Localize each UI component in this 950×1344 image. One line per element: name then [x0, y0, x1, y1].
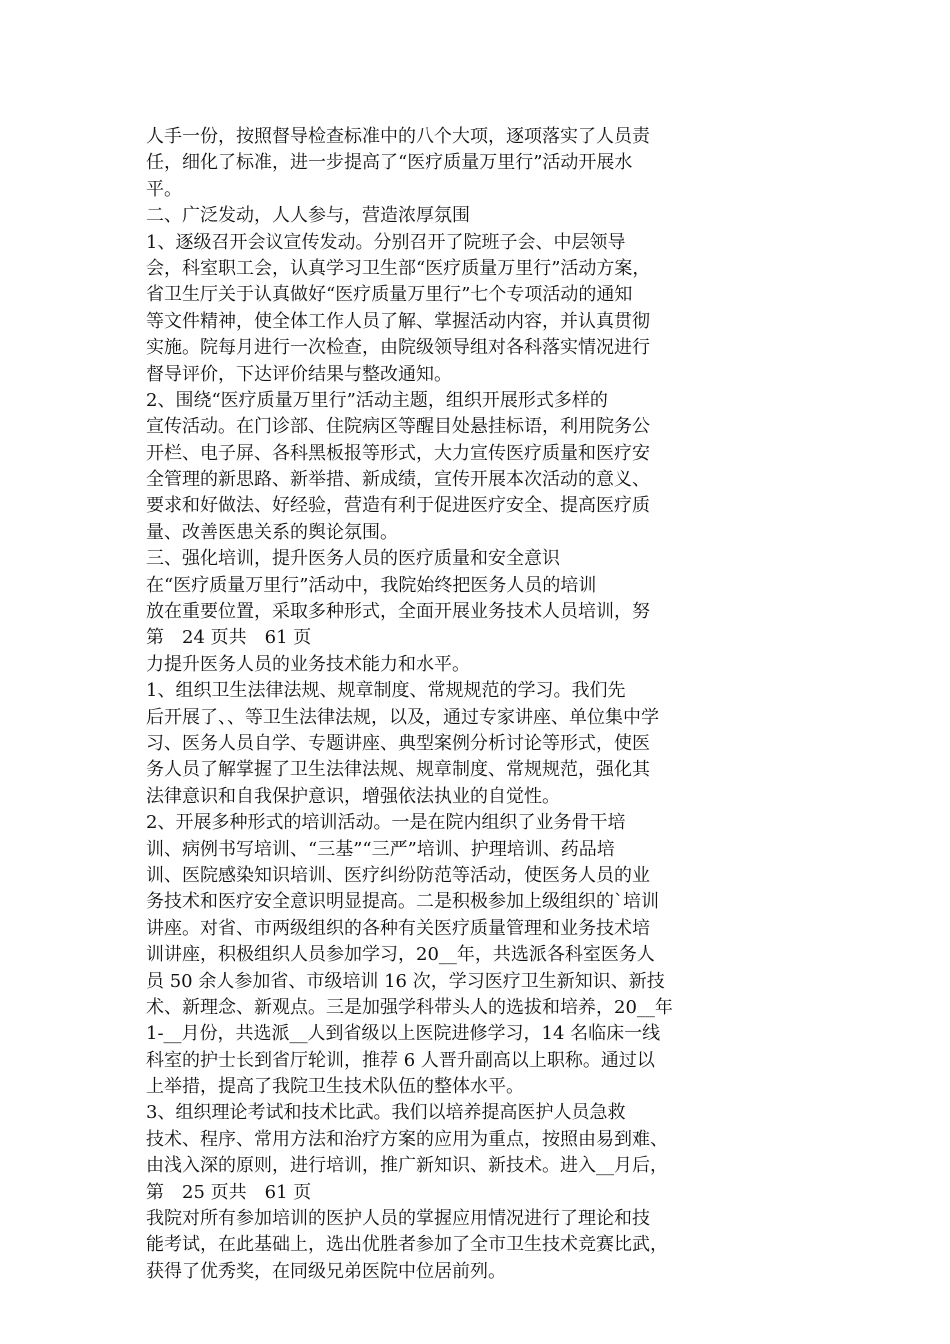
text-line: 务人员了解掌握了卫生法律法规、规章制度、常规规范，强化其: [146, 759, 650, 781]
text-line: 会，科室职工会，认真学习卫生部“医疗质量万里行”活动方案，: [146, 257, 651, 279]
text-line: 1、组织卫生法律法规、规章制度、常规规范的学习。我们先: [146, 680, 626, 702]
text-line: 习、医务人员自学、专题讲座、典型案例分析讨论等形式，使医: [146, 732, 650, 754]
text-line: 宣传活动。在门诊部、住院病区等醒目处悬挂标语，利用院务公: [146, 416, 650, 438]
text-line: 要求和好做法、好经验，营造有利于促进医疗安全、提高医疗质: [146, 495, 650, 517]
text-line: 全管理的新思路、新举措、新成绩，宣传开展本次活动的意义、: [146, 469, 650, 491]
text-line: 放在重要位置，采取多种形式，全面开展业务技术人员培训，努: [146, 601, 650, 623]
text-line: 后开展了、、等卫生法律法规，以及，通过专家讲座、单位集中学: [146, 706, 659, 728]
page-footer: 第 25 页共 61 页: [146, 1181, 312, 1203]
text-line: 等文件精神，使全体工作人员了解、掌握活动内容，并认真贯彻: [146, 310, 650, 332]
text-line: 我院对所有参加培训的医护人员的掌握应用情况进行了理论和技: [146, 1208, 650, 1230]
text-line: 省卫生厅关于认真做好“医疗质量万里行”七个专项活动的通知: [146, 284, 633, 306]
text-line: 能考试，在此基础上，选出优胜者参加了全市卫生技术竞赛比武，: [146, 1234, 668, 1256]
text-line: 在“医疗质量万里行”活动中，我院始终把医务人员的培训: [146, 574, 597, 596]
text-line: 2、开展多种形式的培训活动。一是在院内组织了业务骨干培: [146, 812, 626, 834]
page-footer: 第 24 页共 61 页: [146, 627, 312, 649]
text-line: 由浅入深的原则，进行培训，推广新知识、新技术。进入__月后，: [146, 1155, 668, 1177]
text-line: 获得了优秀奖，在同级兄弟医院中位居前列。: [146, 1260, 506, 1282]
text-line: 讲座。对省、市两级组织的各种有关医疗质量管理和业务技术培: [146, 917, 650, 939]
section-heading: 二、广泛发动，人人参与，营造浓厚氛围: [146, 205, 470, 227]
text-line: 实施。院每月进行一次检查，由院级领导组对各科落实情况进行: [146, 337, 650, 359]
section-heading: 三、强化培训，提升医务人员的医疗质量和安全意识: [146, 548, 560, 570]
text-line: 人手一份，按照督导检查标准中的八个大项，逐项落实了人员责: [146, 126, 650, 147]
text-line: 1-__月份，共选派__人到省级以上医院进修学习，14 名临床一线: [146, 1023, 661, 1045]
text-line: 务技术和医疗安全意识明显提高。二是积极参加上级组织的`培训: [146, 891, 659, 913]
text-line: 督导评价，下达评价结果与整改通知。: [146, 363, 452, 385]
text-line: 1、逐级召开会议宣传发动。分别召开了院班子会、中层领导: [146, 231, 626, 253]
text-line: 平。: [146, 178, 182, 200]
text-line: 训、医院感染知识培训、医疗纠纷防范等活动，使医务人员的业: [146, 864, 650, 886]
text-line: 2、围绕“医疗质量万里行”活动主题，组织开展形式多样的: [146, 389, 608, 411]
text-line: 员 50 余人参加省、市级培训 16 次，学习医疗卫生新知识、新技: [146, 970, 665, 992]
text-line: 技术、程序、常用方法和治疗方案的应用为重点，按照由易到难、: [146, 1128, 668, 1150]
text-line: 任，细化了标准，进一步提高了“医疗质量万里行”活动开展水: [146, 152, 633, 174]
text-line: 科室的护士长到省厅轮训，推荐 6 人晋升副高以上职称。通过以: [146, 1049, 655, 1071]
text-line: 开栏、电子屏、各科黑板报等形式，大力宣传医疗质量和医疗安: [146, 442, 650, 464]
text-line: 上举措，提高了我院卫生技术队伍的整体水平。: [146, 1076, 524, 1098]
text-line: 术、新理念、新观点。三是加强学科带头人的选拔和培养，20__年: [146, 996, 673, 1018]
text-line: 训、病例书写培训、“三基”“三严”培训、护理培训、药品培: [146, 838, 615, 860]
text-line: 力提升医务人员的业务技术能力和水平。: [146, 653, 470, 675]
text-line: 法律意识和自我保护意识，增强依法执业的自觉性。: [146, 785, 560, 807]
text-line: 训讲座，积极组织人员参加学习，20__年，共选派各科室医务人: [146, 944, 655, 966]
text-line: 量、改善医患关系的舆论氛围。: [146, 521, 398, 543]
text-line: 3、组织理论考试和技术比武。我们以培养提高医护人员急救: [146, 1102, 626, 1124]
document-body: [146, 124, 736, 1285]
